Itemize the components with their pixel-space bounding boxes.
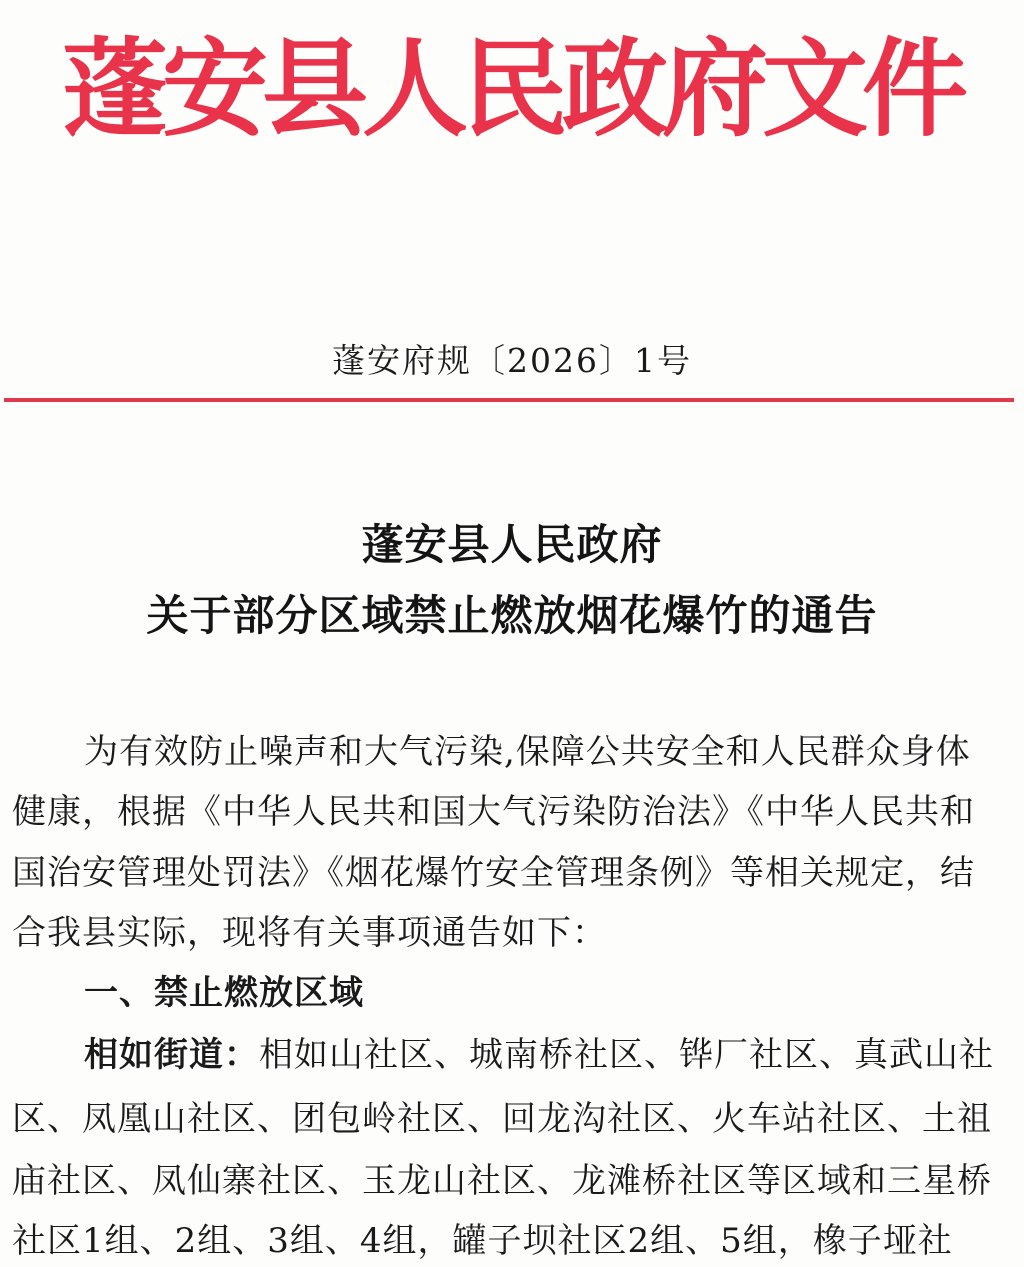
intro-line-2: 健康，根据《中华人民共和国大气污染防治法》《中华人民共和 [12,792,975,832]
red-divider-line [4,398,1014,402]
street-paragraph-first-line [84,1030,994,1080]
section-heading-prohibited-areas: 一、禁止燃放区域 [84,973,364,1013]
street-paragraph-line-2: 区、凤凰山社区、团包岭社区、回龙沟社区、火车站社区、土祖 [12,1099,992,1139]
notice-title-issuer: 蓬安县人民政府 [361,520,663,569]
intro-line-1: 为有效防止噪声和大气污染,保障公共安全和人民群众身体 [84,732,971,772]
masthead-title: 蓬安县人民政府文件 [62,26,962,151]
document-number: 蓬安府规〔2026〕1号 [332,341,692,380]
notice-title-subject: 关于部分区域禁止燃放烟花爆竹的通告 [146,591,878,640]
intro-line-3: 国治安管理处罚法》《烟花爆竹安全管理条例》等相关规定，结 [12,853,975,893]
intro-line-4: 合我县实际，现将有关事项通告如下： [12,913,607,953]
street-paragraph-line-4: 社区1组、2组、3组、4组，罐子坝社区2组、5组，橡子垭社 [12,1221,953,1261]
street-first-line-text: 相如山社区、城南桥社区、铧厂社区、真武山社 [259,1035,994,1075]
street-label: 相如街道： [84,1035,259,1075]
street-paragraph-line-3: 庙社区、凤仙寨社区、玉龙山社区、龙滩桥社区等区域和三星桥 [12,1161,992,1201]
